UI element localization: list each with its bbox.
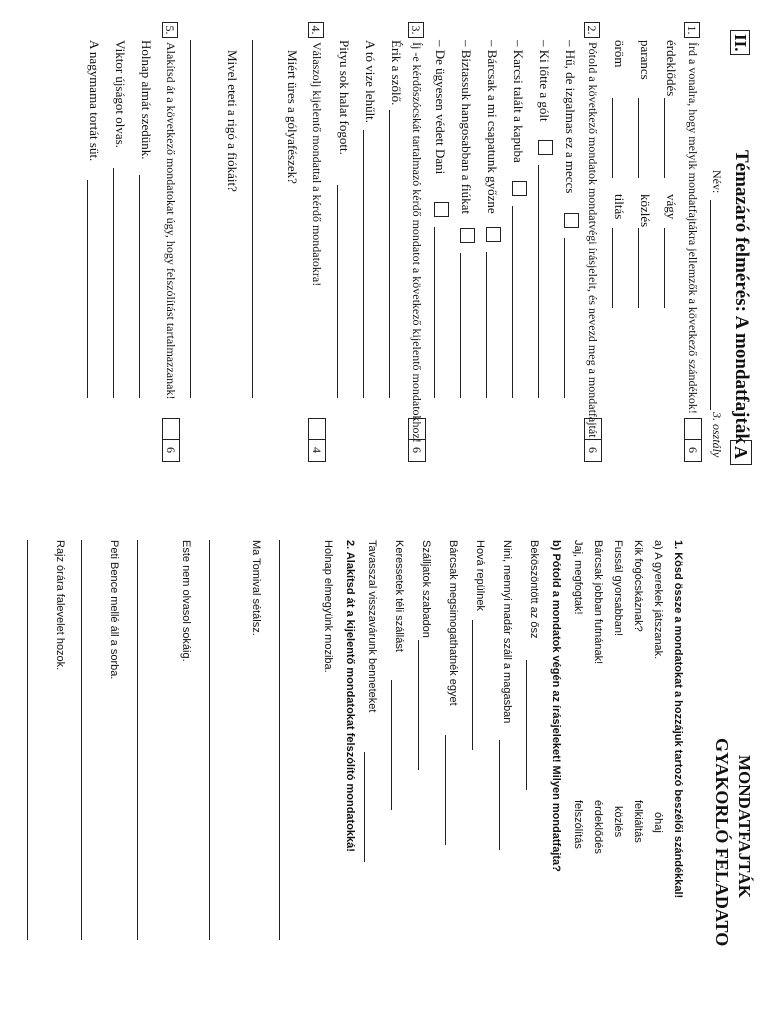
q1-item: parancs xyxy=(638,40,653,80)
task-heading: 2. Alakítsd át a kijelentő mondatokat felszólító mondatokká! xyxy=(344,540,356,852)
match-option: közlés xyxy=(612,806,624,838)
match-option: felszólítás xyxy=(572,800,584,849)
answer-line[interactable] xyxy=(664,98,665,178)
answer-line[interactable] xyxy=(538,165,539,398)
match-sentence: Bárcsak jobban futnának! xyxy=(592,540,604,665)
task1a-sentence: a) A gyerekek játszanak. xyxy=(652,540,664,660)
score-box: 6 xyxy=(408,418,426,462)
match-sentence: Jaj, megfogtak! xyxy=(572,540,584,615)
t2-sentence: Rajz órára falevelet hozok. xyxy=(54,540,66,671)
section-roman-numeral: II. xyxy=(730,30,750,55)
t2-sentence: Holnap elmegyünk moziba. xyxy=(322,540,334,673)
match-option: felkiáltás xyxy=(632,800,644,843)
question-instruction: Írd a vonalra, hogy melyik mondatfajtákra jellemzők a következő szándékok! xyxy=(686,42,700,414)
question-instruction: Íj -e kérdőszócskát tartalmazó kérdő mondatot a következő kijelentő mondatokhoz! xyxy=(410,42,424,443)
answer-line[interactable] xyxy=(512,206,513,398)
b-sentence: Hová repülnek xyxy=(474,540,486,611)
answer-line[interactable] xyxy=(612,228,613,308)
q5-sentence: Viktor újságot olvas. xyxy=(113,40,128,148)
match-sentence: Fussál gyorsabban! xyxy=(612,540,624,636)
practice-subtitle: GYAKORLÓ FELADATO xyxy=(712,738,732,947)
q1-item: érdeklődés xyxy=(664,40,679,97)
answer-line[interactable] xyxy=(364,752,365,862)
punctuation-box[interactable] xyxy=(538,140,553,155)
task-heading: b) Pótold a mondatok végén az írásjeleket! Milyen mondatfajta? xyxy=(550,540,562,872)
b-sentence: Szálljatok szabadon xyxy=(420,540,432,638)
name-label: Név: xyxy=(710,170,724,194)
b-sentence: Beköszöntött az ősz xyxy=(528,540,540,639)
q5-sentence: Holnap almát szedünk. xyxy=(139,40,154,160)
answer-line[interactable] xyxy=(137,540,138,940)
answer-line[interactable] xyxy=(190,40,191,398)
answer-line[interactable] xyxy=(612,98,613,178)
question-number: 3. xyxy=(408,22,424,38)
answer-line[interactable] xyxy=(638,228,639,308)
q1-item: vágy xyxy=(664,194,679,220)
task-heading: 1. Kösd össze a mondatokat a hozzájuk tartozó beszélői szándékkal! xyxy=(672,540,684,899)
group-label: A xyxy=(730,440,752,465)
question-number: 1. xyxy=(684,22,700,38)
answer-line[interactable] xyxy=(391,680,392,810)
name-field-line[interactable] xyxy=(710,200,711,410)
practice-title: MONDATFAJTÁK xyxy=(735,755,754,898)
score-box: 4 xyxy=(308,418,326,462)
q1-item: közlés xyxy=(638,194,653,228)
answer-line[interactable] xyxy=(638,98,639,178)
answer-line[interactable] xyxy=(81,540,82,940)
answer-line[interactable] xyxy=(472,620,473,750)
answer-line[interactable] xyxy=(139,175,140,398)
q1-item: tiltás xyxy=(612,194,627,220)
t2-sentence: Ma Tomival sétálsz. xyxy=(250,540,262,636)
punctuation-box[interactable] xyxy=(434,202,449,217)
question-instruction: Válaszolj kijelentő mondattal a kérdő mondatokra! xyxy=(310,42,324,287)
q1-item: öröm xyxy=(612,40,627,68)
answer-line[interactable] xyxy=(27,540,28,940)
t2-sentence: Peti Bence mellé áll a sorba. xyxy=(108,540,120,680)
answer-line[interactable] xyxy=(87,180,88,398)
answer-line[interactable] xyxy=(389,110,390,398)
answer-line[interactable] xyxy=(499,740,500,850)
answer-line[interactable] xyxy=(526,660,527,790)
punctuation-box[interactable] xyxy=(512,181,527,196)
q2-sentence: – Bárcsak a mi csapatunk győzne xyxy=(485,40,500,214)
b-sentence: Nini, mennyi madár száll a magasban xyxy=(501,540,513,724)
answer-line[interactable] xyxy=(279,540,280,940)
b-sentence: Bárcsak megsimogathatnék egyet xyxy=(447,540,459,706)
question-number: 5. xyxy=(162,22,178,38)
answer-line[interactable] xyxy=(418,640,419,770)
question-number: 2. xyxy=(584,22,600,38)
question-number: 4. xyxy=(308,22,324,38)
q2-sentence: – Karcsi talált a kapuba xyxy=(511,40,526,163)
b-sentence: Keressetek téli szállást xyxy=(393,540,405,652)
q2-sentence: – Hű, de izgalmas ez a meccs xyxy=(563,40,578,194)
match-option: óhaj xyxy=(652,812,664,833)
punctuation-box[interactable] xyxy=(564,213,579,228)
test-title: Témazáró felmérés: A mondatfajták xyxy=(731,150,752,444)
q2-sentence: – De ügyesen védett Dani xyxy=(433,40,448,175)
answer-line[interactable] xyxy=(113,168,114,398)
answer-line[interactable] xyxy=(434,227,435,398)
score-box: 6 xyxy=(162,418,180,462)
answer-line[interactable] xyxy=(564,238,565,398)
answer-line[interactable] xyxy=(460,253,461,398)
q4-question: Miért üres a gólyafészek? xyxy=(285,50,300,184)
q3-sentence: Érik a szőlő. xyxy=(389,40,404,106)
answer-line[interactable] xyxy=(445,735,446,845)
t2-sentence: Este nem olvasol sokáig. xyxy=(180,540,192,662)
answer-line[interactable] xyxy=(664,228,665,308)
q3-sentence: A tó vize lehűlt. xyxy=(363,40,378,124)
score-box: 6 xyxy=(684,418,702,462)
answer-line[interactable] xyxy=(486,252,487,398)
q2-sentence: – Biztassuk hangosabban a fiúkat xyxy=(459,40,474,215)
answer-line[interactable] xyxy=(209,540,210,940)
punctuation-box[interactable] xyxy=(486,227,501,242)
question-instruction: Pótold a következő mondatok mondatvégi írásjeleit, és nevezd meg a mondatfajtát! xyxy=(586,42,600,442)
answer-line[interactable] xyxy=(337,185,338,398)
answer-line[interactable] xyxy=(363,130,364,398)
q2-sentence: – Ki lőtte a gólt xyxy=(537,40,552,122)
match-option: érdeklődés xyxy=(592,800,604,854)
q4-question: Mivel eteti a rigó a fiókáit? xyxy=(225,50,240,192)
b-sentence: Tavasszal visszavárunk benneteket xyxy=(366,540,378,713)
q5-sentence: A nagymama tortát süt. xyxy=(87,40,102,162)
question-instruction: Alakítsd át a következő mondatokat úgy, hogy felszólítást tartalmazzanak! xyxy=(164,42,178,400)
match-sentence: Kik fogócskáznak? xyxy=(632,540,644,632)
answer-line[interactable] xyxy=(252,40,253,398)
q3-sentence: Pityu sok halat fogott. xyxy=(337,40,352,155)
punctuation-box[interactable] xyxy=(460,228,475,243)
score-box: 6 xyxy=(584,418,602,462)
class-label: 3. osztály xyxy=(710,412,724,458)
